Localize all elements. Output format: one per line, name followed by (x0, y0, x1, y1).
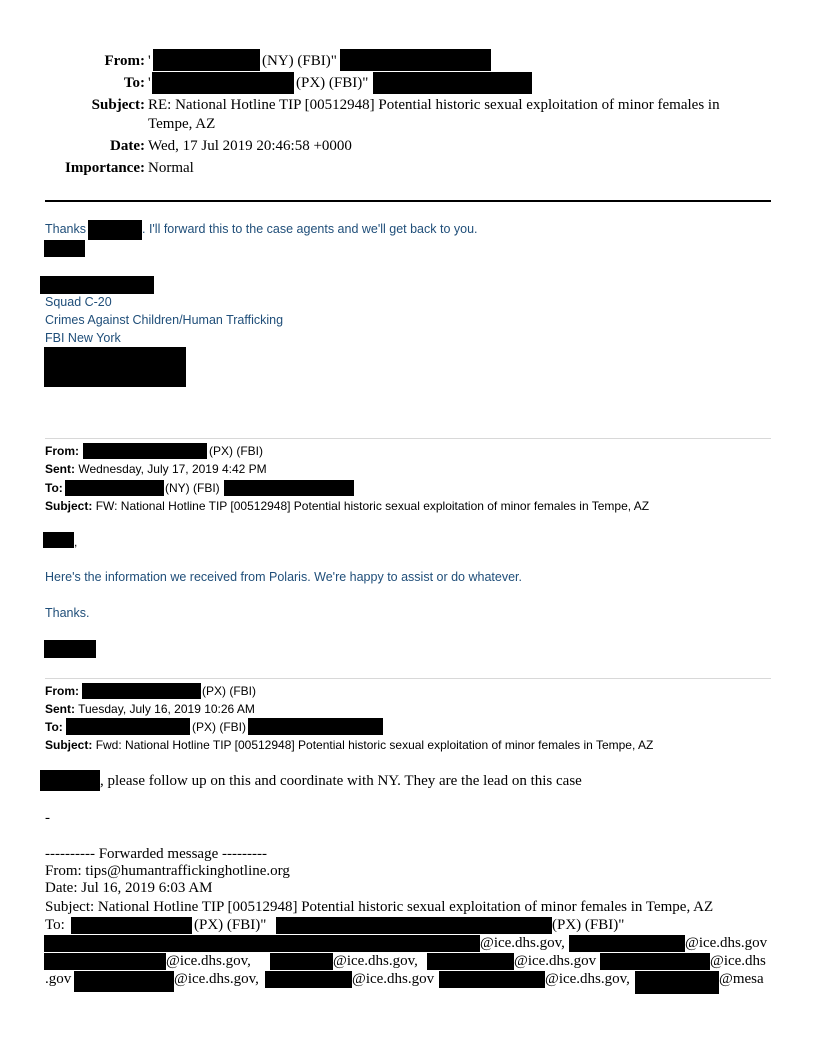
subject-line1: RE: National Hotline TIP [00512948] Potential historic sexual exploitation of minor females in (148, 97, 720, 113)
email3-from-row (45, 684, 79, 698)
header-divider (45, 200, 771, 202)
email3-subject-label: Subject: (45, 738, 93, 752)
email2-from-row (45, 444, 79, 458)
forwarded-l4-a: .gov (45, 971, 72, 987)
email2-to-label: To: (45, 481, 63, 495)
header-date-row (0, 138, 352, 155)
redaction (83, 443, 207, 459)
redaction (265, 971, 352, 988)
redaction (44, 935, 480, 952)
signature-unit: Crimes Against Children/Human Trafficking (45, 313, 284, 327)
from-text: (NY) (FBI)" (262, 53, 337, 69)
redaction (44, 640, 96, 658)
redaction (373, 72, 532, 94)
email2-from-label: From: (45, 444, 79, 458)
header-importance-row (0, 160, 194, 177)
date-value: Wed, 17 Jul 2019 20:46:58 +0000 (148, 138, 352, 154)
email2-subject-row (45, 499, 649, 513)
email2-subject-label: Subject: (45, 499, 93, 513)
redaction (40, 276, 154, 294)
email3-dash: - (45, 810, 50, 826)
email3-to-label: To: (45, 720, 63, 734)
redaction (44, 953, 166, 970)
email3-sent-row (45, 702, 255, 716)
importance-label: Importance: (65, 160, 145, 176)
forwarded-l4-d: @ice.dhs.gov, (545, 971, 630, 987)
email2-body-line1: Here's the information we received from Polaris. We're happy to assist or do whatever. (45, 570, 522, 584)
redaction (152, 72, 294, 94)
redaction (248, 718, 383, 735)
forwarded-subject: Subject: National Hotline TIP [00512948] Potential historic sexual exploitation of minor females in Tempe, AZ (45, 899, 714, 915)
forwarded-l4-c: @ice.dhs.gov (352, 971, 435, 987)
header-from-row (0, 53, 337, 70)
forwarded-l2-a: @ice.dhs.gov, (480, 935, 565, 951)
email-separator (45, 678, 771, 679)
redaction (439, 971, 545, 988)
redaction (276, 917, 552, 934)
redaction (40, 770, 100, 791)
redaction (74, 971, 174, 992)
email3-subject-row (45, 738, 653, 752)
email-separator (45, 438, 771, 439)
email2-sent-label: Sent: (45, 462, 75, 476)
redaction (71, 917, 192, 934)
forwarded-to-label: To: (45, 917, 65, 933)
redaction (569, 935, 685, 952)
signature-squad: Squad C-20 (45, 295, 112, 309)
redaction (427, 953, 514, 970)
email2-subject-value: FW: National Hotline TIP [00512948] Potential historic sexual exploitation of minor females in Tempe, AZ (95, 499, 650, 513)
subject-line2: Tempe, AZ (148, 116, 216, 132)
forwarded-date: Date: Jul 16, 2019 6:03 AM (45, 880, 213, 896)
forwarded-l2-b: @ice.dhs.gov (685, 935, 768, 951)
to-text: (PX) (FBI)" (296, 75, 369, 91)
email3-to-row (45, 720, 63, 734)
forwarded-l4-e: @mesa (719, 971, 764, 987)
email2-sent-value: Wednesday, July 17, 2019 4:42 PM (78, 462, 267, 476)
redaction (340, 49, 491, 71)
email2-to-row (45, 481, 63, 495)
email3-sent-value: Tuesday, July 16, 2019 10:26 AM (78, 702, 255, 716)
redaction (224, 480, 354, 496)
redaction (66, 718, 190, 735)
forwarded-l3-a: @ice.dhs.gov, (166, 953, 251, 969)
subject-label: Subject: (91, 97, 145, 113)
forwarded-to-px2: (PX) (FBI)" (552, 917, 625, 933)
redaction (43, 532, 74, 548)
redaction (635, 971, 719, 994)
email3-from-value: (PX) (FBI) (202, 684, 256, 698)
email2-sent-row (45, 462, 267, 476)
header-subject-row (0, 97, 720, 114)
redaction (600, 953, 710, 970)
redaction (82, 683, 201, 699)
email2-to-value: (NY) (FBI) (165, 481, 220, 495)
forwarded-l4-b: @ice.dhs.gov, (174, 971, 259, 987)
to-quote: ' (148, 75, 151, 91)
importance-value: Normal (148, 160, 194, 176)
email2-greeting-comma: , (74, 535, 78, 549)
reply-thanks: Thanks (45, 222, 86, 236)
email3-body: , please follow up on this and coordinate with NY. They are the lead on this case (100, 773, 582, 789)
forwarded-l3-d: @ice.dhs (710, 953, 766, 969)
email3-subject-value: Fwd: National Hotline TIP [00512948] Potential historic sexual exploitation of minor females in Tempe, AZ (95, 738, 654, 752)
header-to-row (0, 75, 369, 92)
email2-from-value: (PX) (FBI) (209, 444, 263, 458)
reply-message: . I'll forward this to the case agents and we'll get back to you. (142, 222, 478, 236)
date-label: Date: (110, 138, 145, 154)
forwarded-from: From: tips@humantraffickinghotline.org (45, 863, 290, 879)
forwarded-l3-c: @ice.dhs.gov (514, 953, 597, 969)
from-label: From: (104, 53, 145, 69)
email3-to-value: (PX) (FBI) (192, 720, 246, 734)
redaction (44, 240, 85, 257)
redaction (65, 480, 164, 496)
forwarded-divider: ---------- Forwarded message --------- (45, 846, 267, 862)
email3-sent-label: Sent: (45, 702, 75, 716)
redaction (270, 953, 333, 970)
redaction (153, 49, 260, 71)
redaction (44, 347, 186, 387)
from-quote: ' (148, 53, 151, 69)
email2-body-line2: Thanks. (45, 606, 90, 620)
forwarded-to-px1: (PX) (FBI)" (194, 917, 267, 933)
to-label: To: (123, 75, 145, 91)
signature-office: FBI New York (45, 331, 121, 345)
forwarded-l3-b: @ice.dhs.gov, (333, 953, 418, 969)
redaction (88, 220, 142, 240)
email3-from-label: From: (45, 684, 79, 698)
